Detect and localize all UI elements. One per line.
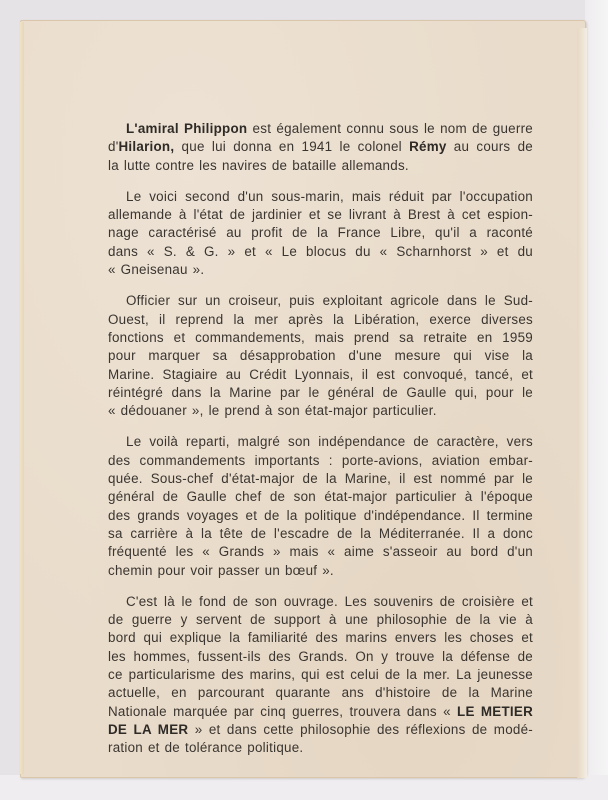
background-surface-right	[585, 0, 608, 800]
text-line	[108, 648, 533, 666]
text-line	[108, 347, 533, 365]
text-line	[108, 120, 533, 138]
bold-text: L'amiral Philippon	[126, 121, 248, 136]
text-run: des commandements importants : porte-avions, aviation embar-	[108, 452, 533, 468]
text-run: de guerre y servent de support à une philosophie de la vie à	[108, 612, 533, 628]
text-line	[108, 507, 533, 525]
text-line	[108, 433, 533, 451]
text-run: » et dans cette philosophie des réflexions de modé-	[188, 721, 533, 737]
text-run: Officier sur un croiseur, puis exploitant agricole dans le Sud-	[126, 293, 533, 309]
text-run: C'est là le fond de son ouvrage. Les souvenirs de croisière et	[126, 593, 533, 609]
text-line	[108, 721, 533, 739]
text-line	[108, 292, 533, 310]
text-run: allemande à l'état de jardinier et se livrant à Brest à cet espion-	[108, 207, 533, 223]
text-line	[108, 157, 533, 175]
text-run: actuelle, en parcourant quarante ans d'histoire de la Marine	[108, 685, 533, 701]
text-run: dans « S. & G. » et « Le blocus du « Scharnhorst » et du	[108, 243, 533, 259]
text-run: fréquenté les « Grands » mais « aime s'asseoir au bord d'un	[108, 544, 533, 560]
paragraph	[108, 188, 533, 279]
text-line	[108, 593, 533, 611]
text-run: est également connu sous le nom de guerre	[247, 121, 533, 136]
text-line	[108, 666, 533, 684]
text-run: général de Gaulle chef de son état-major particulier à l'époque	[108, 489, 533, 505]
text-line	[108, 470, 533, 488]
cover-left-edge	[20, 22, 24, 774]
text-run: d'	[108, 139, 119, 155]
text-run: sa carrière à la tête de l'escadre de la Méditerranée. Il a donc	[108, 525, 533, 541]
text-run: ce particularisme des marins, qui est celui de la mer. La jeunesse	[108, 667, 533, 683]
text-line	[108, 525, 533, 543]
text-run: Le voici second d'un sous-marin, mais réduit par l'occupation	[126, 188, 533, 204]
paragraph	[108, 120, 533, 175]
text-run: la lutte contre les navires de bataille allemands.	[108, 157, 409, 173]
text-line	[108, 703, 533, 721]
text-line	[108, 311, 533, 329]
bold-text: DE LA MER	[108, 721, 189, 737]
page-block-edge	[577, 28, 587, 778]
text-run: des grands voyages et de la politique d'indépendance. Il termine	[108, 507, 533, 523]
text-line	[108, 629, 533, 647]
text-run: nage caractérisé au profit de la France Libre, qu'il a raconté	[108, 225, 533, 241]
text-run: « Gneisenau ».	[108, 262, 205, 278]
text-run: réintégré dans la Marine par le général de Gaulle qui, pour le	[108, 384, 533, 400]
text-run: que lui donna en 1941 le colonel	[174, 139, 410, 155]
bold-text: Hilarion,	[118, 139, 175, 155]
background-surface-bottom	[0, 775, 608, 800]
text-run: Marine. Stagiaire au Crédit Lyonnais, il est convoqué, tancé, et	[108, 366, 533, 382]
text-line	[108, 384, 533, 402]
text-run: bord qui explique la familiarité des marins envers les choses et	[108, 630, 533, 646]
text-line	[108, 739, 533, 757]
text-run: fonctions et commandements, mais prend sa retraite en 1959	[108, 329, 533, 345]
text-run: ration et de tolérance politique.	[108, 740, 304, 756]
text-line	[108, 329, 533, 347]
text-line	[108, 261, 533, 279]
text-line	[108, 366, 533, 384]
text-line	[108, 562, 533, 580]
text-line	[108, 452, 533, 470]
paragraph	[108, 292, 533, 420]
text-line	[108, 684, 533, 702]
text-run: Nationale marquée par cinq guerres, trouvera dans «	[108, 703, 458, 719]
text-line	[108, 402, 533, 420]
text-line	[108, 611, 533, 629]
text-line	[108, 243, 533, 261]
text-run: les hommes, fussent-ils des Grands. On y trouve la défense de	[108, 648, 533, 664]
text-run: « dédouaner », le prend à son état-major particulier.	[108, 403, 437, 419]
text-line	[108, 188, 533, 206]
bold-text: LE METIER	[457, 703, 533, 719]
text-line	[108, 206, 533, 224]
text-run: pour marquer sa désapprobation d'une mesure qui vise la	[108, 348, 533, 364]
text-run: quée. Sous-chef d'état-major de la Marine, il est nommé par le	[108, 471, 533, 487]
text-line	[108, 488, 533, 506]
text-line	[108, 224, 533, 242]
text-run: au cours de	[446, 139, 533, 155]
bold-text: Rémy	[409, 139, 447, 155]
text-line	[108, 138, 533, 156]
text-run: Le voilà reparti, malgré son indépendance de caractère, vers	[126, 434, 533, 450]
blurb-text	[108, 120, 533, 771]
text-run: Ouest, il reprend la mer après la Libération, exerce diverses	[108, 311, 533, 327]
paragraph	[108, 433, 533, 579]
text-line	[108, 543, 533, 561]
text-run: chemin pour voir passer un bœuf ».	[108, 562, 334, 578]
paragraph	[108, 593, 533, 758]
